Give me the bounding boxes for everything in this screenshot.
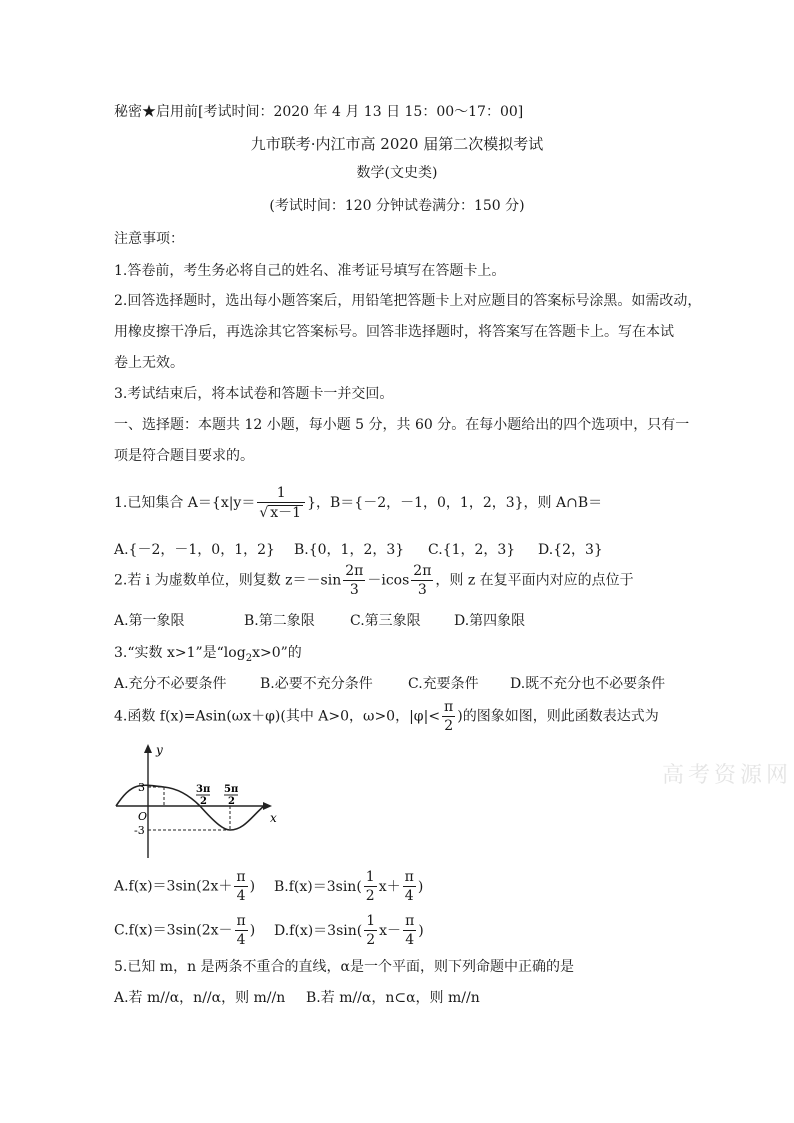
q4-option-c: C.f(x)＝3sin(2x－ $\frac{\pi}{4}$ )	[114, 913, 256, 948]
q1-option-b: B.{0，1，2，3}	[294, 542, 405, 558]
notes-heading: 注意事项：	[114, 231, 184, 247]
graph-y-min-label: -3	[134, 824, 145, 837]
q3-log-base: 2	[245, 652, 253, 664]
q1-suffix: }，B＝{－2，－1，0，1，2，3}，则 A∩B＝	[307, 495, 603, 511]
graph-tick-3pi-num: 3π	[196, 784, 211, 795]
q2-option-b: B.第二象限	[244, 613, 315, 629]
q4-suffix: )的图象如图，则此函数表达式为	[457, 708, 659, 725]
section-1-line-1: 一、选择题：本题共 12 小题，每小题 5 分，共 60 分。在每小题给出的四个选项中，只有一	[114, 417, 690, 433]
graph-tick-5pi-num: 5π	[224, 784, 239, 795]
q4-fraction: $\frac{\pi}{2}$	[444, 699, 454, 734]
question-2-options	[114, 611, 525, 631]
exam-time-info: (考试时间：120 分钟试卷满分：150 分)	[269, 198, 525, 214]
graph-y-max-label: 3	[138, 781, 145, 794]
x-axis-arrow	[263, 802, 272, 810]
q3-option-b: B.必要不充分条件	[260, 676, 373, 692]
q1-fraction: $\frac{1}{√ x-1}$	[257, 486, 305, 520]
section-1-line-2: 项是符合题目要求的。	[114, 448, 254, 464]
q5-option-b: B.若 m//α，n⊂α，则 m//n	[306, 990, 480, 1006]
q5-option-a: A.若 m//α，n//α，则 m//n	[114, 990, 286, 1006]
q3-option-a: A.充分不必要条件	[114, 676, 227, 692]
q2-middle: －icos	[367, 572, 410, 589]
q4-option-b: B.f(x)＝3sin( $\frac{1}{2}$ x＋ $\frac{\pi}{4}$ )	[274, 869, 424, 904]
note-2-line-2: 用橡皮擦干净后，再选涂其它答案标号。回答非选择题时，将答案写在答题卡上。写在本试	[114, 324, 674, 340]
y-axis-arrow	[144, 744, 152, 753]
q1-prefix: 1.已知集合 A＝{x|y＝	[114, 495, 256, 511]
q4-prefix: 4.函数 f(x)=Asin(ωx＋φ)(其中 A>0，ω>0，|φ|<	[114, 708, 441, 725]
q4-options-row-2	[114, 914, 424, 947]
q3-option-c: C.充要条件	[408, 676, 479, 692]
q3-stem-a: 3.“实数 x>1”是“log	[114, 645, 246, 661]
note-1: 1.答卷前，考生务必将自己的姓名、准考证号填写在答题卡上。	[114, 263, 506, 279]
q2-prefix: 2.若 i 为虚数单位，则复数 z＝－sin	[114, 572, 342, 589]
watermark: 高考资源网	[662, 763, 793, 788]
question-1-stem	[114, 486, 602, 520]
question-3-stem	[114, 643, 302, 669]
graph-tick-5pi-den: 2	[228, 796, 235, 807]
exam-title: 九市联考·内江市高 2020 届第二次模拟考试	[250, 135, 544, 153]
question-5-stem: 5.已知 m，n 是两条不重合的直线，α是一个平面，则下列命题中正确的是	[114, 959, 575, 975]
question-2-stem	[114, 564, 634, 597]
q4-option-d: D.f(x)＝3sin( $\frac{1}{2}$ x－ $\frac{\pi}{4}$ )	[274, 913, 424, 948]
question-3-options	[114, 674, 665, 694]
graph-y-label: y	[156, 743, 163, 757]
graph-origin-label: O	[138, 810, 148, 823]
q2-option-d: D.第四象限	[454, 613, 526, 629]
q4-option-a: A.f(x)＝3sin(2x＋ $\frac{\pi}{4}$ )	[114, 869, 256, 904]
q2-option-c: C.第三象限	[350, 613, 421, 629]
q4-options-row-1	[114, 870, 423, 903]
question-4-stem	[114, 700, 659, 733]
question-1-options	[114, 540, 603, 560]
q2-suffix: ，则 z 在复平面内对应的点位于	[435, 572, 634, 589]
q2-option-a: A.第一象限	[114, 613, 185, 629]
graph-tick-3pi-den: 2	[200, 796, 207, 807]
subject-title: 数学(文史类)	[356, 165, 438, 181]
note-2-line-3: 卷上无效。	[114, 355, 184, 371]
q3-option-d: D.既不充分也不必要条件	[510, 676, 666, 692]
q2-fraction-2: $\frac{2\pi}{3}$	[413, 563, 432, 598]
graph-x-label: x	[270, 811, 277, 825]
q3-stem-b: x>0”的	[252, 645, 302, 661]
q1-option-a: A.{－2，－1，0，1，2}	[114, 542, 275, 558]
q2-fraction-1: $\frac{2\pi}{3}$	[345, 563, 364, 598]
note-3: 3.考试结束后，将本试卷和答题卡一并交回。	[114, 386, 394, 402]
sine-graph	[112, 742, 292, 862]
q1-option-c: C.{1，2，3}	[428, 542, 516, 558]
q1-option-d: D.{2，3}	[538, 542, 603, 558]
question-5-options	[114, 988, 480, 1008]
secret-header: 秘密★启用前[考试时间：2020 年 4 月 13 日 15：00～17：00]	[114, 104, 524, 120]
q1-radicand: x－1	[270, 505, 302, 521]
note-2-line-1: 2.回答选择题时，选出每小题答案后，用铅笔把答题卡上对应题目的答案标号涂黑。如需改动，	[114, 293, 702, 309]
